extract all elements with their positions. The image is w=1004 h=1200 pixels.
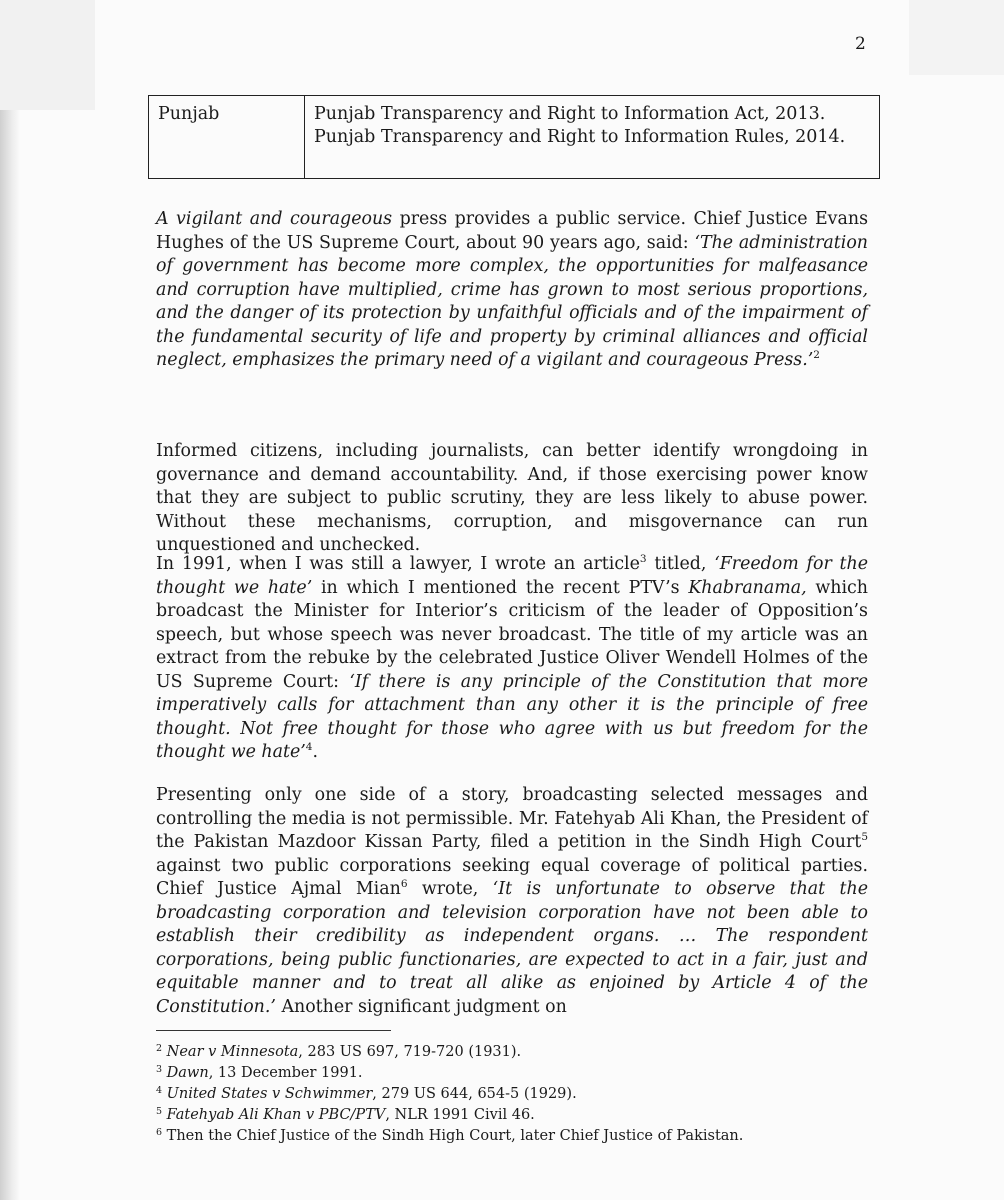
footnote-4: [156, 1084, 743, 1105]
footnote-ref: 4: [305, 741, 313, 753]
footnote-number: 3: [156, 1064, 163, 1075]
quote-hughes: ‘The administration of government has become more complex, the opportunities for malfeasance and corruption have multiplied, crime has grown to most serious proportions, and the danger of its protection by unfaithful officials and of the impairment of the fundamental security of life and property by criminal alliances and official neglect, emphasizes the primary need of a vigilant and courageous Press.’: [156, 232, 869, 370]
laws-cell: [305, 96, 880, 179]
footnote-text: [167, 1065, 363, 1081]
footnote-ref: 5: [861, 831, 868, 843]
footnote-6: [156, 1126, 743, 1147]
case-name: Fatehyab Ali Khan v PBC/PTV: [166, 1107, 386, 1123]
footnotes: [156, 1042, 743, 1147]
text-run: .: [312, 742, 319, 762]
footnote-divider: [156, 1030, 391, 1031]
footnote-3: [156, 1063, 743, 1084]
italic-phrase: A vigilant and courageous: [156, 209, 393, 229]
text-run: titled,: [646, 554, 715, 574]
footnote-number: 6: [156, 1127, 163, 1138]
footnote-number: 5: [156, 1106, 163, 1117]
footnote-ref: 3: [639, 553, 647, 565]
text-run: Presenting only one side of a story, broadcasting selected messages and controlling the media is not permissible. Mr. Fatehyab Ali Khan, the President of the Pakistan Mazdoor Kissan Party, filed a petition in the Sindh High Court: [156, 785, 868, 852]
program-name: Khabranama,: [688, 577, 807, 598]
case-name: United States v Schwimmer: [166, 1086, 373, 1102]
scan-artifact-left: [0, 0, 95, 110]
text-run: Another significant judgment on: [275, 996, 567, 1017]
footnote-text: [167, 1086, 577, 1102]
page-number: 2: [855, 34, 866, 54]
citation: , 283 US 697, 719-720 (1931).: [298, 1044, 522, 1060]
rti-laws-table: [148, 95, 880, 179]
text-run: against two public corporations seeking equal coverage of political parties. Chief Justice Ajmal Mian: [156, 855, 868, 899]
footnote-number: 4: [156, 1085, 163, 1096]
footnote-5: [156, 1105, 743, 1126]
citation: Then the Chief Justice of the Sindh High Court, later Chief Justice of Pakistan.: [166, 1128, 744, 1144]
citation: , 279 US 644, 654-5 (1929).: [372, 1086, 577, 1102]
paragraph-informed-citizens: [156, 440, 868, 558]
text-run: wrote,: [407, 879, 493, 899]
table-row: [149, 96, 880, 179]
quote-ajmal-mian: ‘It is unfortunate to observe that the broadcasting corporation and television corporation have not been able to establish their credibility as independent organs. … The respondent corporations, being public functionaries, are expected to act in a fair, just and equitable manner and to treat all alike as enjoined by Article 4 of the Constitution.’: [156, 879, 868, 1017]
citation: , NLR 1991 Civil 46.: [385, 1107, 535, 1123]
footnote-ref: 6: [400, 878, 408, 890]
footnote-ref: 2: [813, 349, 820, 361]
quote-holmes: ‘If there is any principle of the Constitution that more imperatively calls for attachment than any other it is the principle of free thought. Not free thought for those who agree with us but freedom for the thought we hate’: [156, 671, 868, 762]
text-run: in which I mentioned the recent PTV’s: [312, 577, 689, 598]
scan-shadow-edge: [0, 0, 20, 1200]
article-title: ‘Freedom for the thought we hate’: [156, 554, 868, 598]
text-run: which broadcast the Minister for Interior’s criticism of the leader of Opposition’s speech, but whose speech was never broadcast. The title of my article was an extract from the rebuke by the celebrated Justice Oliver Wendell Holmes of the US Supreme Court:: [156, 577, 868, 692]
case-name: Near v Minnesota: [166, 1044, 299, 1060]
text-run: Informed citizens, including journalists, can better identify wrongdoing in governance and demand accountability. And, if those exercising power know that they are subject to public scrutiny, they are less likely to abuse power. Without these mechanisms, corruption, and misgovernance can run unquestioned and unchecked.: [156, 441, 868, 555]
footnote-text: [167, 1044, 522, 1060]
law-item: Punjab Transparency and Right to Information Rules, 2014.: [314, 127, 846, 147]
footnote-2: [156, 1042, 743, 1063]
scan-artifact-right: [909, 0, 1004, 75]
paragraph-freedom-thought: [156, 553, 868, 765]
province-cell: Punjab: [149, 96, 305, 179]
footnote-number: 2: [156, 1043, 163, 1054]
case-name: Dawn: [166, 1065, 209, 1081]
text-run: In 1991, when I was still a lawyer, I wrote an article: [156, 554, 640, 574]
text-run: press provides a public service. Chief Justice Evans Hughes of the US Supreme Court, about 90 years ago, said:: [156, 209, 868, 253]
paragraph-vigilant-press: [156, 208, 868, 373]
citation: , 13 December 1991.: [208, 1065, 363, 1081]
footnote-text: [167, 1107, 535, 1123]
paragraph-one-side: [156, 784, 868, 1019]
footnote-text: [167, 1128, 744, 1144]
law-item: Punjab Transparency and Right to Information Act, 2013.: [314, 104, 826, 124]
